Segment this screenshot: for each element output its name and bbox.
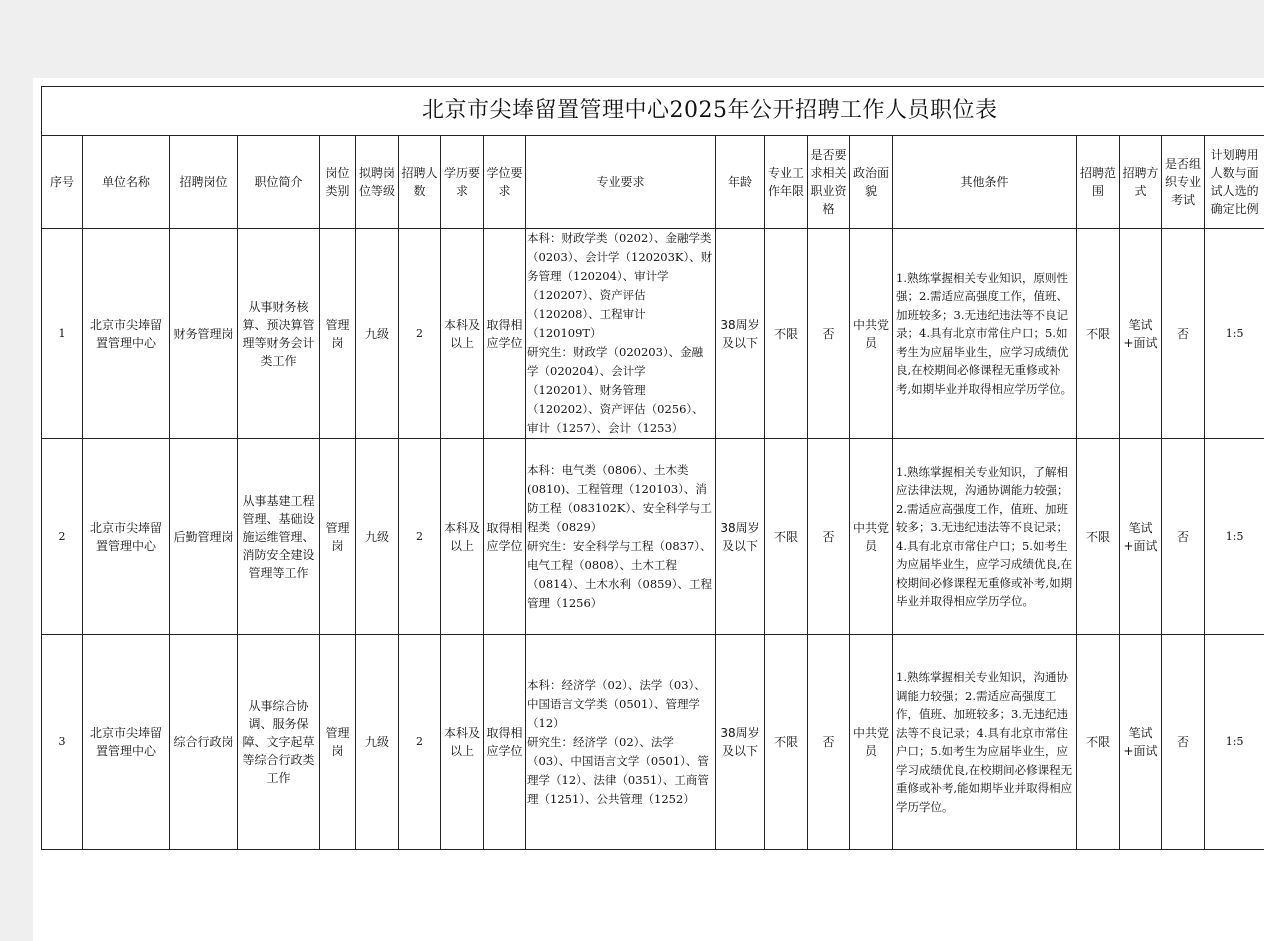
position-intro: 从事财务核算、预决算管理等财务会计类工作 bbox=[238, 229, 320, 439]
position-level: 九级 bbox=[356, 229, 399, 439]
hire-count: 2 bbox=[399, 635, 441, 850]
position-intro: 从事综合协调、服务保障、文字起草等综合行政类工作 bbox=[238, 635, 320, 850]
major-req bbox=[526, 229, 716, 439]
header-row bbox=[42, 136, 1264, 229]
position-name: 后勤管理岗 bbox=[170, 439, 238, 635]
interview-ratio: 1:5 bbox=[1205, 229, 1264, 439]
col-header: 其他条件 bbox=[893, 136, 1077, 229]
degree-req: 取得相应学位 bbox=[484, 635, 526, 850]
recruit-method: 笔试+面试 bbox=[1120, 635, 1162, 850]
interview-ratio: 1:5 bbox=[1205, 635, 1264, 850]
col-header: 招聘岗位 bbox=[170, 136, 238, 229]
position-category: 管理岗 bbox=[320, 635, 356, 850]
position-intro: 从事基建工程管理、基础设施运维管理、消防安全建设管理等工作 bbox=[238, 439, 320, 635]
major-graduate: 研究生：安全科学与工程（0837）、电气工程（0808）、土木工程（0814）、土木水利（0859）、工程管理（1256） bbox=[527, 538, 713, 610]
recruit-scope: 不限 bbox=[1077, 439, 1120, 635]
position-category: 管理岗 bbox=[320, 439, 356, 635]
degree-req: 取得相应学位 bbox=[484, 229, 526, 439]
col-header: 拟聘岗位等级 bbox=[356, 136, 399, 229]
education-req: 本科及以上 bbox=[441, 635, 484, 850]
row-number: 2 bbox=[42, 439, 83, 635]
position-category: 管理岗 bbox=[320, 229, 356, 439]
position-name: 综合行政岗 bbox=[170, 635, 238, 850]
age-req: 38周岁及以下 bbox=[716, 229, 765, 439]
age-req: 38周岁及以下 bbox=[716, 439, 765, 635]
position-name: 财务管理岗 bbox=[170, 229, 238, 439]
unit-name: 北京市尖埲留置管理中心 bbox=[83, 229, 170, 439]
major-graduate: 研究生：财政学（020203）、金融学（020204）、会计学（120201）、财务管理（120202）、资产评估（0256）、审计（1257）、会计（1253） bbox=[527, 345, 704, 435]
qualification-req: 否 bbox=[808, 635, 850, 850]
col-header: 职位简介 bbox=[238, 136, 320, 229]
exam-flag: 否 bbox=[1162, 635, 1205, 850]
work-years: 不限 bbox=[765, 439, 808, 635]
hire-count: 2 bbox=[399, 229, 441, 439]
col-header: 计划聘用人数与面试人选的确定比例 bbox=[1205, 136, 1264, 229]
recruit-method: 笔试+面试 bbox=[1120, 439, 1162, 635]
political-status: 中共党员 bbox=[850, 229, 893, 439]
political-status: 中共党员 bbox=[850, 635, 893, 850]
col-header: 是否组织专业考试 bbox=[1162, 136, 1205, 229]
other-conditions: 1.熟练掌握相关专业知识，原则性强；2.需适应高强度工作，值班、加班较多；3.无违纪违法等不良记录；4.具有北京市常住户口；5.如考生为应届毕业生，应学习成绩优良,在校期间必修课程无重修或补考,如期毕业并取得相应学历学位。 bbox=[893, 229, 1077, 439]
col-header: 招聘方式 bbox=[1120, 136, 1162, 229]
col-header: 是否要求相关职业资格 bbox=[808, 136, 850, 229]
major-graduate: 研究生：经济学（02）、法学（03）、中国语言文学（0501）、管理学（12）、法律（0351）、工商管理（1251）、公共管理（1252） bbox=[527, 734, 709, 806]
major-undergrad: 本科：经济学（02）、法学（03）、中国语言文学类（0501）、管理学（12） bbox=[527, 677, 706, 730]
education-req: 本科及以上 bbox=[441, 229, 484, 439]
row-number: 1 bbox=[42, 229, 83, 439]
major-req bbox=[526, 635, 716, 850]
unit-name: 北京市尖埲留置管理中心 bbox=[83, 439, 170, 635]
education-req: 本科及以上 bbox=[441, 439, 484, 635]
table-title: 北京市尖埲留置管理中心2025年公开招聘工作人员职位表 bbox=[42, 87, 1264, 136]
row-number: 3 bbox=[42, 635, 83, 850]
table-row bbox=[42, 439, 1264, 635]
recruit-scope: 不限 bbox=[1077, 229, 1120, 439]
major-undergrad: 本科：电气类（0806）、土木类(0810)、工程管理（120103）、消防工程（083102K）、安全科学与工程类（0829） bbox=[527, 462, 712, 534]
position-level: 九级 bbox=[356, 635, 399, 850]
positions-table bbox=[41, 86, 1264, 850]
political-status: 中共党员 bbox=[850, 439, 893, 635]
col-header: 序号 bbox=[42, 136, 83, 229]
col-header: 岗位类别 bbox=[320, 136, 356, 229]
other-conditions: 1.熟练掌握相关专业知识，沟通协调能力较强；2.需适应高强度工作，值班、加班较多；3.无违纪违法等不良记录；4.具有北京市常住户口；5.如考生为应届毕业生，应学习成绩优良,在校期间必修课程无重修或补考,能如期毕业并取得相应学历学位。 bbox=[893, 635, 1077, 850]
hire-count: 2 bbox=[399, 439, 441, 635]
degree-req: 取得相应学位 bbox=[484, 439, 526, 635]
col-header: 招聘范围 bbox=[1077, 136, 1120, 229]
unit-name: 北京市尖埲留置管理中心 bbox=[83, 635, 170, 850]
col-header: 年龄 bbox=[716, 136, 765, 229]
exam-flag: 否 bbox=[1162, 439, 1205, 635]
col-header: 学历要求 bbox=[441, 136, 484, 229]
exam-flag: 否 bbox=[1162, 229, 1205, 439]
recruit-scope: 不限 bbox=[1077, 635, 1120, 850]
other-conditions: 1.熟练掌握相关专业知识，了解相应法律法规，沟通协调能力较强；2.需适应高强度工作，值班、加班较多；3.无违纪违法等不良记录；4.具有北京市常住户口；5.如考生为应届毕业生，应学习成绩优良,在校期间必修课程无重修或补考,如期毕业并取得相应学历学位。 bbox=[893, 439, 1077, 635]
col-header: 招聘人数 bbox=[399, 136, 441, 229]
position-level: 九级 bbox=[356, 439, 399, 635]
col-header: 专业要求 bbox=[526, 136, 716, 229]
major-undergrad: 本科：财政学类（0202）、金融学类（0203）、会计学（120203K）、财务管理（120204）、审计学（120207）、资产评估（120208）、工程审计（120109T） bbox=[527, 231, 713, 340]
qualification-req: 否 bbox=[808, 439, 850, 635]
col-header: 政治面貌 bbox=[850, 136, 893, 229]
table-row bbox=[42, 229, 1264, 439]
col-header: 学位要求 bbox=[484, 136, 526, 229]
recruit-method: 笔试+面试 bbox=[1120, 229, 1162, 439]
age-req: 38周岁及以下 bbox=[716, 635, 765, 850]
col-header: 单位名称 bbox=[83, 136, 170, 229]
major-req bbox=[526, 439, 716, 635]
qualification-req: 否 bbox=[808, 229, 850, 439]
work-years: 不限 bbox=[765, 229, 808, 439]
work-years: 不限 bbox=[765, 635, 808, 850]
table-row bbox=[42, 635, 1264, 850]
interview-ratio: 1:5 bbox=[1205, 439, 1264, 635]
col-header: 专业工作年限 bbox=[765, 136, 808, 229]
